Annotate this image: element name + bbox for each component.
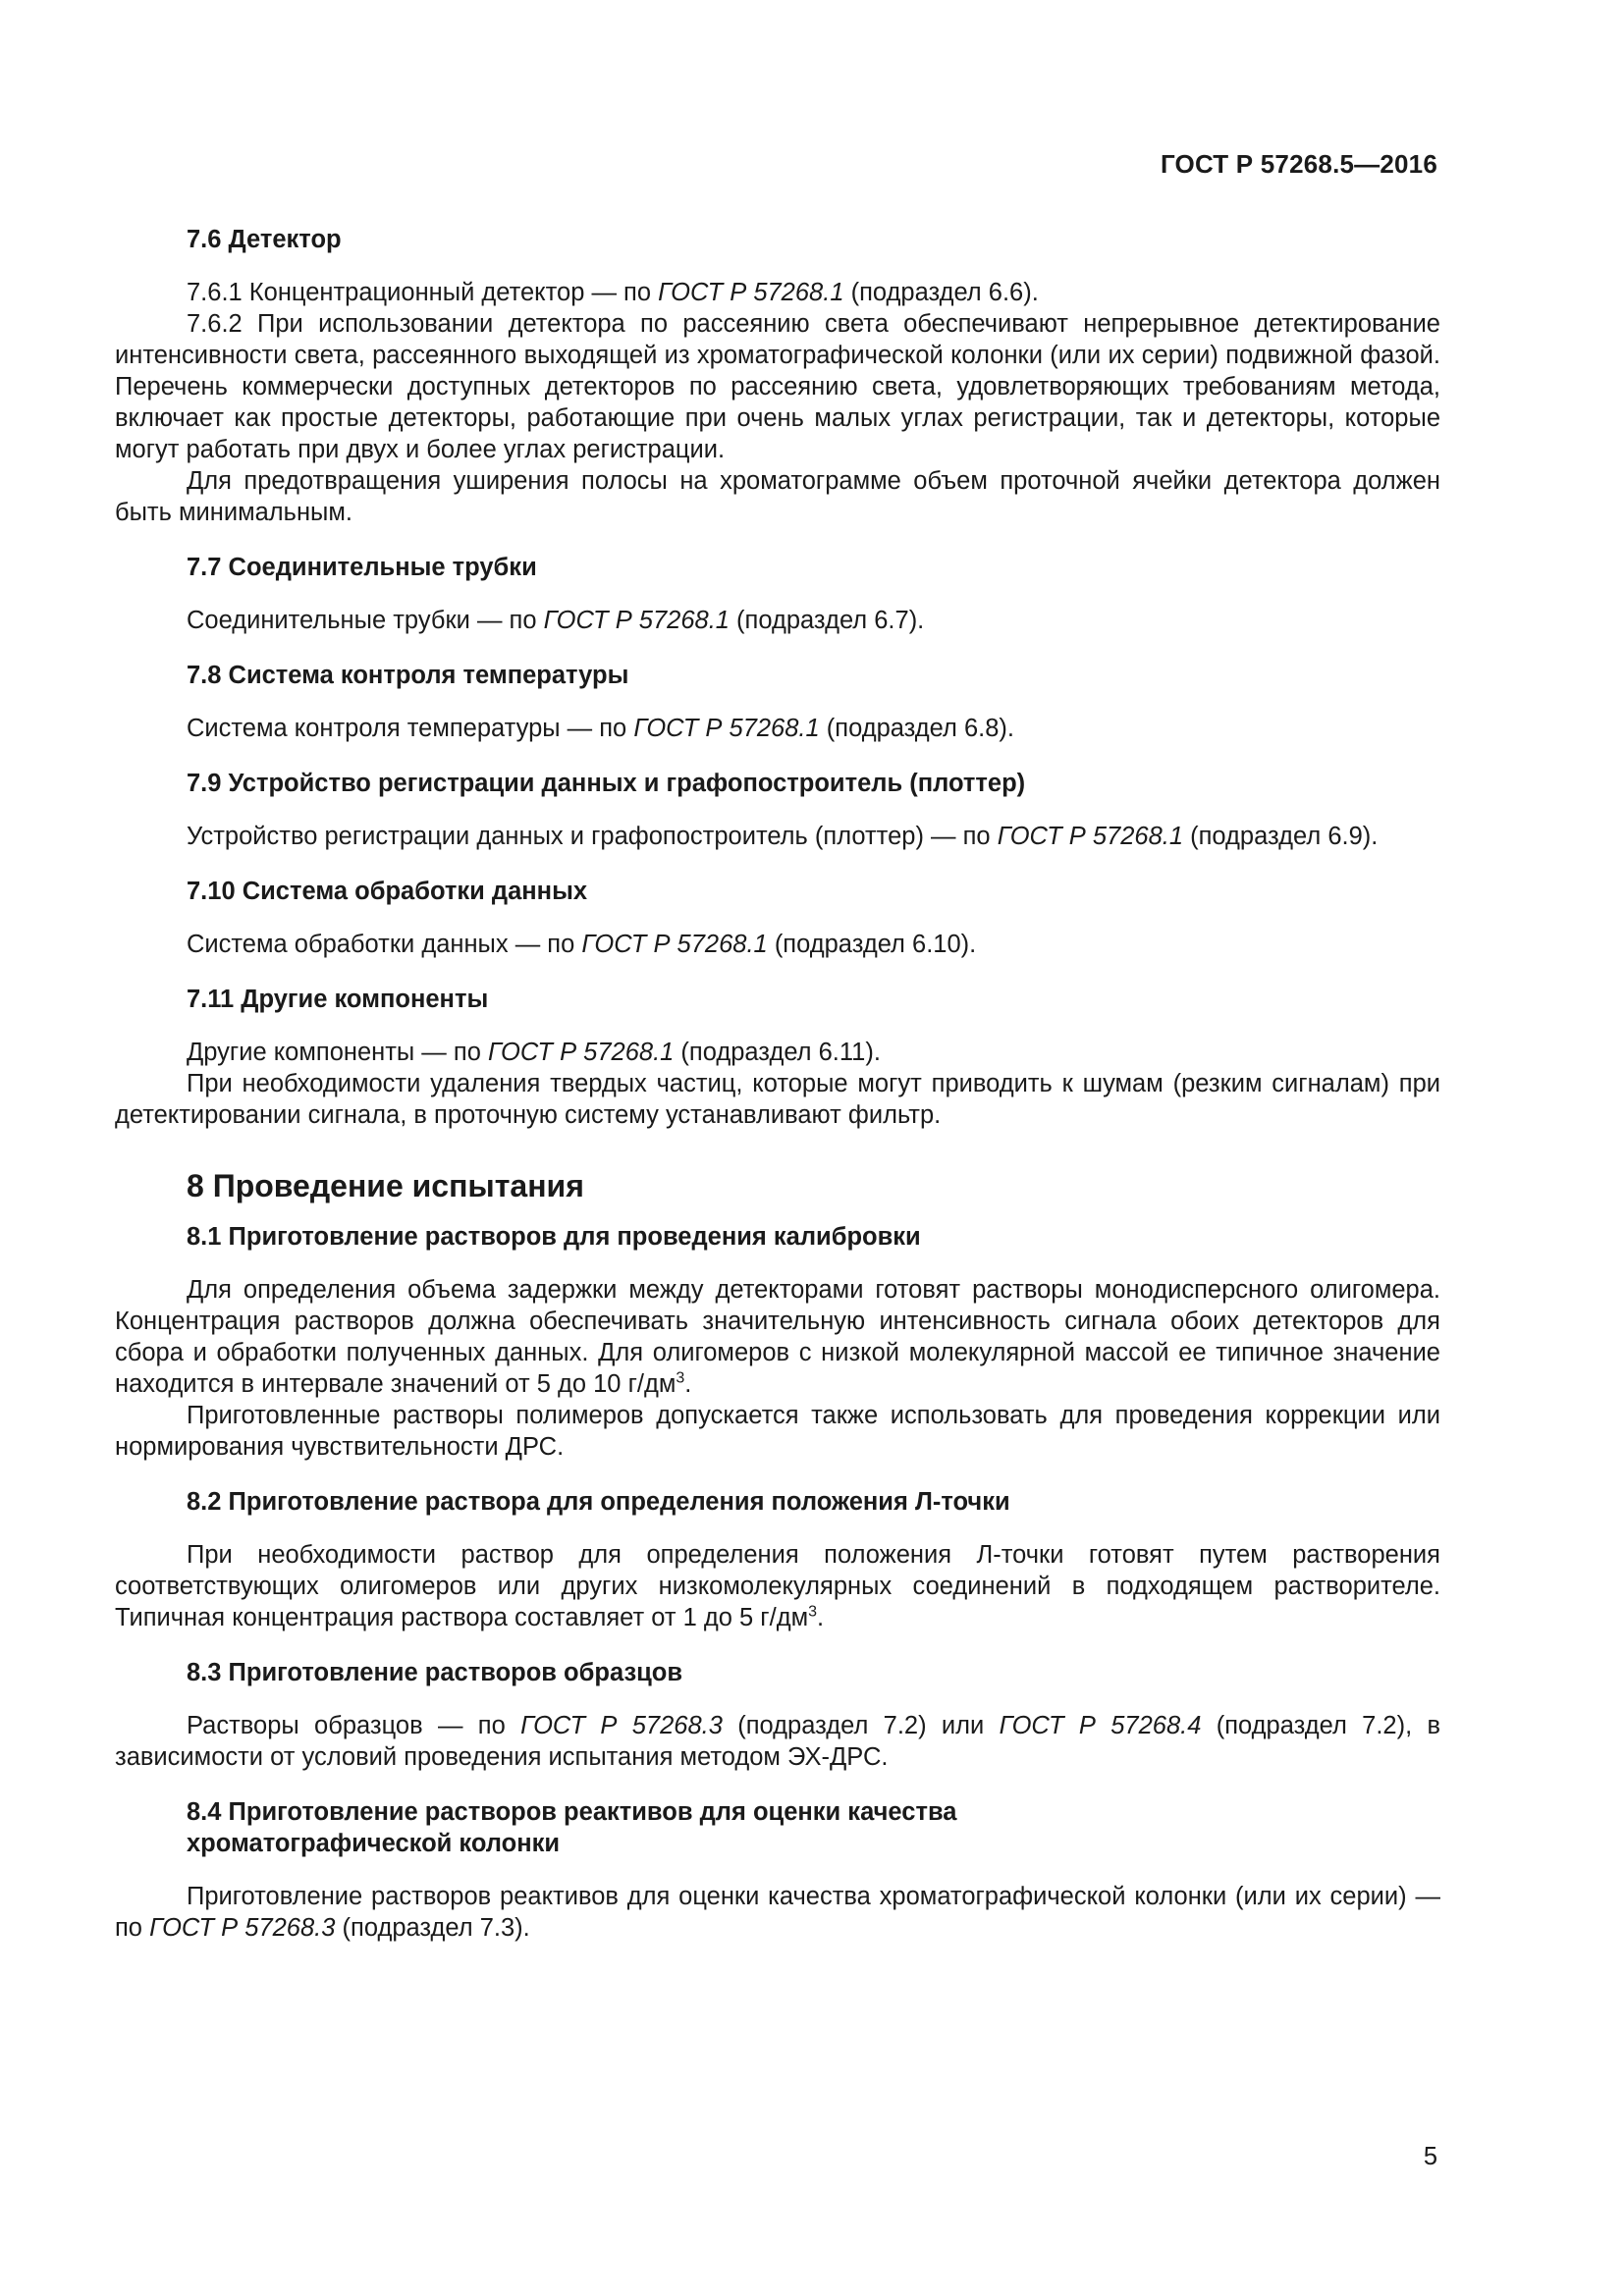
paragraph-7-8: Система контроля температуры — по ГОСТ Р 57268.1 (подраздел 6.8).: [187, 715, 1014, 742]
gost-reference: ГОСТ Р 57268.1: [543, 607, 730, 634]
section-7-11-heading: 7.11 Другие компоненты: [187, 986, 489, 1013]
section-8-heading: 8 Проведение испытания: [187, 1168, 584, 1203]
gost-reference: ГОСТ Р 57268.1: [633, 715, 820, 742]
section-8-3-heading: 8.3 Приготовление растворов образцов: [187, 1659, 683, 1686]
paragraph-7-9: Устройство регистрации данных и графопостроитель (плоттер) — по ГОСТ Р 57268.1 (подраздел 6.9).: [187, 823, 1379, 850]
section-7-7-heading: 7.7 Соединительные трубки: [187, 554, 537, 581]
paragraph-7-11-filter: При необходимости удаления твердых частиц, которые могут приводить к шумам (резким сигналам) при детектировании сигнала, в проточную систему устанавливают фильтр.: [115, 1070, 1440, 1129]
paragraph-8-4: Приготовление растворов реактивов для оценки качества хроматографической колонки (или их серии) — по ГОСТ Р 57268.3 (подраздел 7.3).: [115, 1883, 1440, 1942]
gost-reference: ГОСТ Р 57268.1: [581, 931, 768, 958]
section-7-8-heading: 7.8 Система контроля температуры: [187, 662, 629, 689]
gost-reference: ГОСТ Р 57268.1: [487, 1039, 675, 1066]
paragraph-7-6-1: 7.6.1 Концентрационный детектор — по ГОСТ Р 57268.1 (подраздел 6.6).: [187, 279, 1039, 306]
paragraph-7-6-note: Для предотвращения уширения полосы на хроматограмме объем проточной ячейки детектора должен быть минимальным.: [115, 467, 1440, 526]
section-7-9-heading: 7.9 Устройство регистрации данных и графопостроитель (плоттер): [187, 770, 1026, 797]
paragraph-8-1-correction: Приготовленные растворы полимеров допускается также использовать для проведения коррекции или нормирования чувствительности ДРС.: [115, 1402, 1440, 1461]
paragraph-7-6-2: 7.6.2 При использовании детектора по рассеянию света обеспечивают непрерывное детектирование интенсивности света, рассеянного выходящей из хроматографической колонки (или их серии) подвижной фазой. Перечень коммерчески доступных детекторов по рассеянию света, удовлетворяющих требованиям метода, включает как простые детекторы, работающие при очень малых углах регистрации, так и детекторы, которые могут работать при двух и более углах регистрации.: [115, 310, 1440, 463]
section-7-10-heading: 7.10 Система обработки данных: [187, 878, 588, 905]
gost-reference: ГОСТ Р 57268.1: [658, 279, 844, 306]
section-8-2-heading: 8.2 Приготовление раствора для определения положения Л-точки: [187, 1488, 1010, 1516]
paragraph-7-10: Система обработки данных — по ГОСТ Р 57268.1 (подраздел 6.10).: [187, 931, 977, 958]
gost-reference: ГОСТ Р 57268.3: [520, 1712, 723, 1739]
gost-reference: ГОСТ Р 57268.1: [997, 823, 1184, 850]
section-8-4-heading: 8.4 Приготовление растворов реактивов для оценки качества хроматографической колонки: [187, 1798, 957, 1857]
section-7-6-heading: 7.6 Детектор: [187, 226, 342, 253]
section-8-1-heading: 8.1 Приготовление растворов для проведения калибровки: [187, 1223, 921, 1251]
gost-reference: ГОСТ Р 57268.3: [149, 1914, 336, 1942]
paragraph-8-3: Растворы образцов — по ГОСТ Р 57268.3 (подраздел 7.2) или ГОСТ Р 57268.4 (подраздел 7.2), в зависимости от условий проведения испытания методом ЭХ-ДРС.: [115, 1712, 1441, 1771]
page-number: 5: [1423, 2143, 1437, 2170]
paragraph-8-1: Для определения объема задержки между детекторами готовят растворы монодисперсного олигомера. Концентрация растворов должна обеспечивать значительную интенсивность сигнала обоих детекторов для сбора и обработки полученных данных. Для олигомеров с низкой молекулярной массой ее типичное значение находится в интервале значений от 5 до 10 $г/дм^3$.: [115, 1276, 1440, 1398]
document-body: [115, 224, 1440, 1944]
gost-reference: ГОСТ Р 57268.4: [999, 1712, 1202, 1739]
paragraph-7-11: Другие компоненты — по ГОСТ Р 57268.1 (подраздел 6.11).: [187, 1039, 881, 1066]
paragraph-7-7: Соединительные трубки — по ГОСТ Р 57268.1 (подраздел 6.7).: [187, 607, 925, 634]
document-code-header: ГОСТ Р 57268.5—2016: [1160, 149, 1437, 179]
paragraph-8-2: При необходимости раствор для определения положения Л-точки готовят путем растворения соответствующих олигомеров или других низкомолекулярных соединений в подходящем растворителе. Типичная концентрация раствора составляет от 1 до 5 $г/дм^3$.: [115, 1541, 1440, 1631]
